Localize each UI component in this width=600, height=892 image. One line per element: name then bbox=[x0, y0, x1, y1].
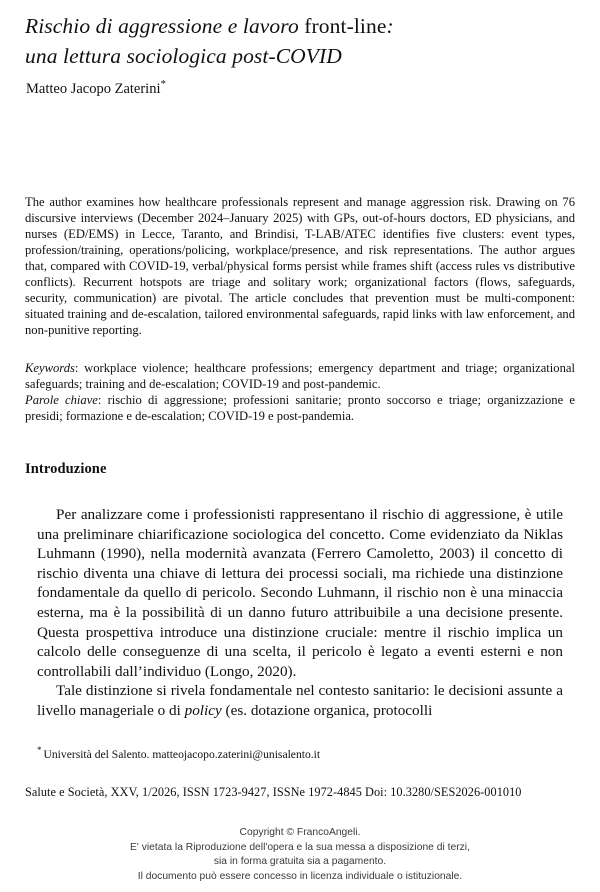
title-line2: una lettura sociologica post-COVID bbox=[25, 43, 342, 68]
title-block bbox=[25, 12, 577, 71]
title-line1-italic-lead: Rischio di aggressione e lavoro bbox=[25, 14, 305, 38]
copyright-line-3: sia in forma gratuita sia a pagamento. bbox=[213, 856, 387, 868]
body-paragraph-2-lead: Tale distinzione si rivela fondamentale nel contesto sanitario: le decisioni assunte a livello manageriale o di bbox=[37, 682, 563, 719]
body-paragraph-1: Per analizzare come i professionisti rappresentano il rischio di aggressione, è utile una preliminare chiarificazione sociologica del concetto. Come evidenziato da Niklas Luhmann (1990), nella modernità avanzata (Ferrero Camoletto, 2003) il concetto di rischio diventa una chiave di lettura dei processi sociali, ma richiede una distinzione fondamentale da quello di pericolo. Secondo Luhmann, il rischio non è una minaccia esterna, ma è la possibilità di un danno futuro attribuibile a una decisione presente. Questa prospettiva introduce una distinzione cruciale: mentre il rischio implica un calcolo delle conseguenze di una scelta, il pericolo è legato a eventi esterni e non controllabili dall’individuo (Longo, 2020). bbox=[37, 506, 563, 680]
author-byline bbox=[26, 78, 166, 98]
copyright-line-4: Il documento può essere concesso in licenza individuale o istituzionale. bbox=[137, 870, 463, 882]
copyright-line-2: E' vietata la Riproduzione dell'opera e la sua messa a disposizione di terzi, bbox=[130, 841, 470, 853]
keywords-italian-terms: rischio di aggressione; professioni sanitarie; pronto soccorso e triage; organizzazione e presidi; formazione e de-escalation; COVID-19 e post-pandemia. bbox=[25, 393, 575, 423]
keywords-english bbox=[25, 360, 575, 392]
keywords-italian-separator: : bbox=[97, 393, 108, 407]
body-text bbox=[37, 505, 563, 721]
journal-citation-line: Salute e Società, XXV, 1/2026, ISSN 1723-9427, ISSNe 1972-4845 Doi: 10.3280/SES2026-001010 bbox=[25, 785, 522, 799]
title-line1-roman-term: front-line bbox=[304, 14, 387, 38]
abstract bbox=[25, 194, 575, 338]
page-title bbox=[25, 12, 577, 71]
body-paragraph-2-tail: (es. dotazione organica, protocolli bbox=[221, 701, 433, 719]
footnote-text: Università del Salento. matteojacopo.zaterini@unisalento.it bbox=[43, 748, 321, 761]
body-paragraph-2-italic-term: policy bbox=[184, 701, 222, 719]
author-affiliation-footnote bbox=[37, 747, 557, 762]
keywords-english-terms: workplace violence; healthcare professions; emergency department and triage; organizational safeguards; training and de-escalation; COVID-19 and post-pandemic. bbox=[25, 361, 575, 391]
keywords-block bbox=[25, 360, 575, 424]
title-line1-italic-colon: : bbox=[386, 14, 394, 38]
copyright-footer bbox=[0, 826, 600, 884]
copyright-line-1: Copyright © FrancoAngeli. bbox=[239, 827, 361, 838]
keywords-english-separator: : bbox=[74, 361, 85, 375]
abstract-paragraph: The author examines how healthcare professionals represent and manage aggression risk. Drawing on 76 discursive interviews (December 2024–January 2025) with GPs, out-of-hours doctors, ED physicians, and nurses (ED/EMS) in Lecce, Taranto, and Brindisi, T-LAB/ATEC identifies five clusters: event types, profession/training, operations/policing, workplace/presence, and risk representations. The author argues that, compared with COVID-19, verbal/physical forms persist while frames shift (access rules vs distributive conflicts). Recurrent hotspots are triage and solitary work; organizational factors (flows, safeguards, security, communication) are pivotal. The article concludes that prevention must be multi-component: situated training and de-escalation, tailored environmental safeguards, rapid links with law enforcement, and non-punitive reporting. bbox=[25, 195, 575, 337]
keywords-italian-label: Parole chiave bbox=[25, 393, 98, 407]
author-footnote-marker: * bbox=[160, 78, 166, 91]
keywords-italian bbox=[25, 392, 575, 424]
body-paragraph-2 bbox=[37, 681, 563, 720]
section-heading-introduzione: Introduzione bbox=[25, 461, 107, 477]
footnote-marker: * bbox=[37, 745, 42, 756]
keywords-english-label: Keywords bbox=[25, 361, 75, 375]
author-name: Matteo Jacopo Zaterini bbox=[26, 81, 161, 97]
